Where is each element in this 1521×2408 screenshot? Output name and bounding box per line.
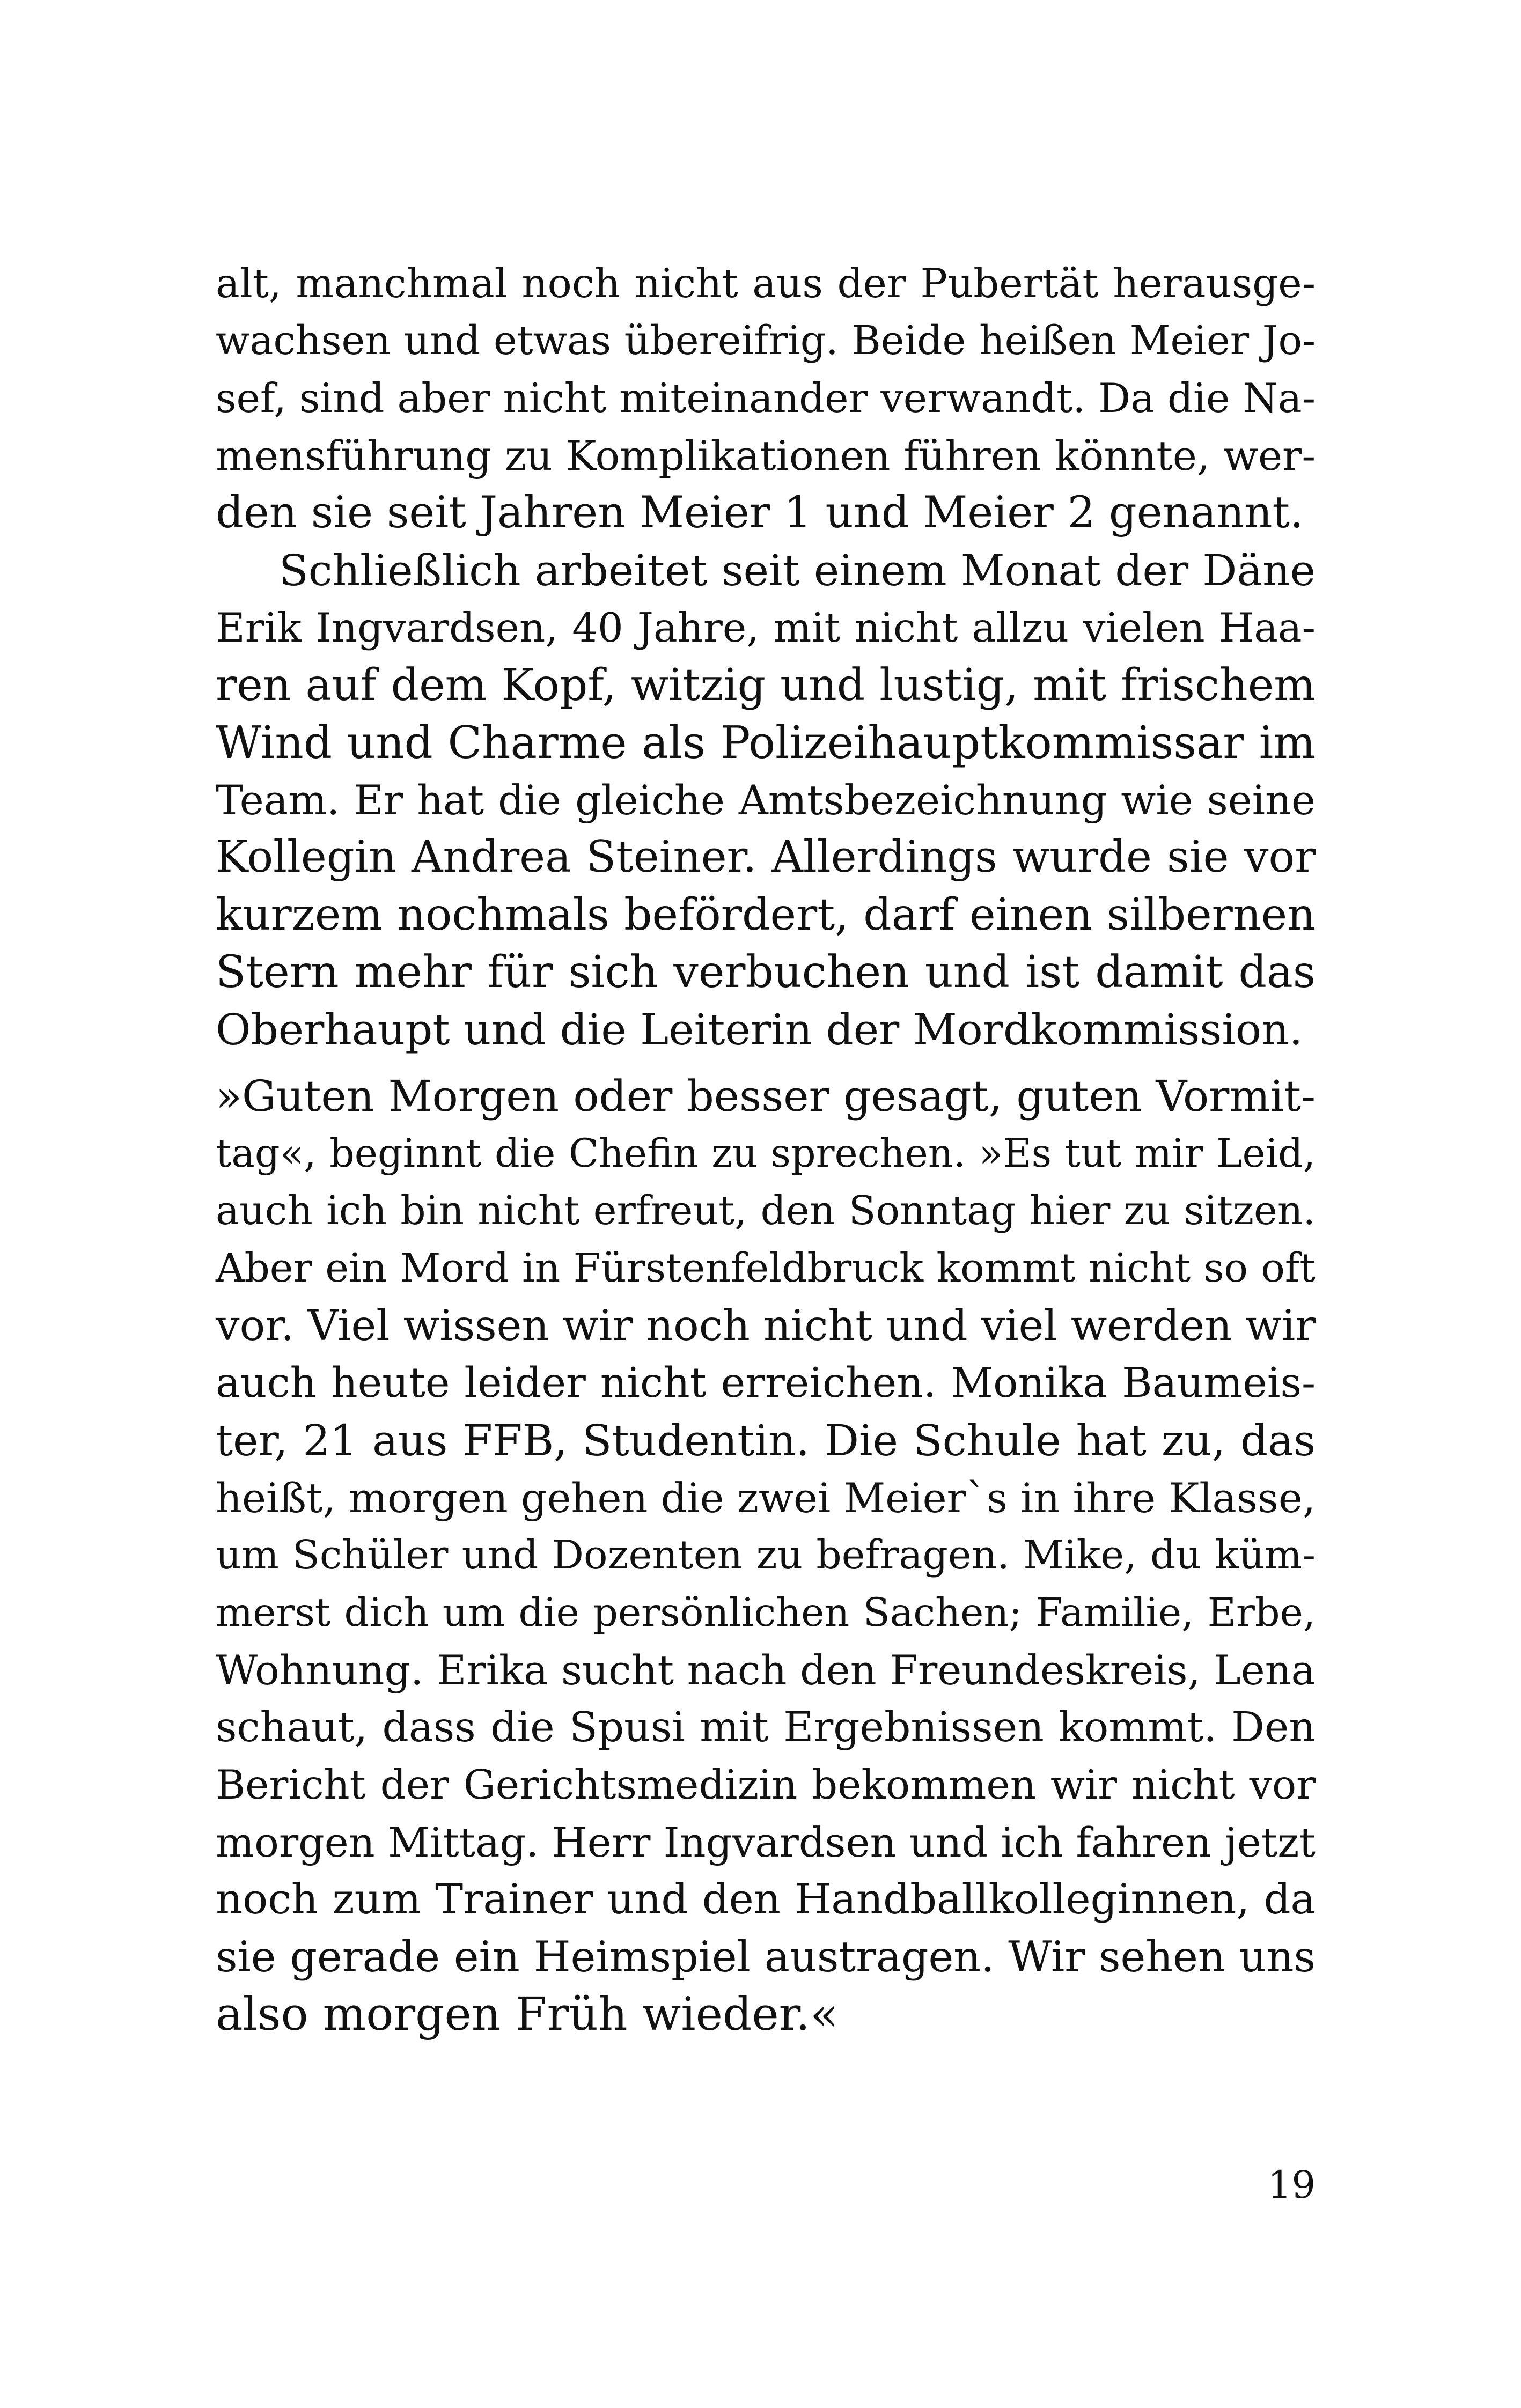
text-line: auch heute leider nicht erreichen. Monika Baumeis- (216, 1359, 1316, 1407)
text-line: also morgen Früh wieder.« (216, 1988, 838, 2041)
paragraph-2 (216, 542, 1316, 1058)
text-line: Wohnung. Erika sucht nach den Freundeskreis, Lena (216, 1646, 1316, 1694)
paragraph-1 (216, 255, 1316, 542)
text-line: alt, manchmal noch nicht aus der Pubertät herausge- (216, 260, 1316, 307)
text-line: um Schüler und Dozenten zu befragen. Mike, du küm- (216, 1532, 1316, 1578)
text-line: ter, 21 aus FFB, Studentin. Die Schule hat zu, das (216, 1416, 1316, 1466)
text-line: heißt, morgen gehen die zwei Meier`s in ihre Klasse, (216, 1474, 1316, 1522)
text-line: Oberhaupt und die Leiterin der Mordkommission. (216, 1005, 1303, 1055)
text-line: wachsen und etwas übereifrig. Beide heißen Meier Jo- (216, 318, 1316, 364)
text-line: kurzem nochmals befördert, darf einen silbernen (216, 889, 1316, 940)
text-line: sef, sind aber nicht miteinander verwandt. Da die Na- (216, 374, 1316, 422)
text-line: schaut, dass die Spusi mit Ergebnissen kommt. Den (216, 1704, 1316, 1751)
text-line: Bericht der Gerichtsmedizin bekommen wir nicht vor (216, 1761, 1316, 1808)
page-number: 19 (1267, 2163, 1316, 2207)
text-line: den sie seit Jahren Meier 1 und Meier 2 genannt. (216, 488, 1304, 538)
text-line: Schließlich arbeitet seit einem Monat der Däne (279, 546, 1316, 595)
text-line: morgen Mittag. Herr Ingvardsen und ich fahren jetzt (216, 1818, 1316, 1866)
text-line: auch ich bin nicht erfreut, den Sonntag hier zu sitzen. (216, 1188, 1316, 1234)
text-line: Kollegin Andrea Steiner. Allerdings wurde sie vor (216, 832, 1316, 882)
text-line: sie gerade ein Heimspiel austragen. Wir sehen uns (216, 1932, 1316, 1982)
text-line: ren auf dem Kopf, witzig und lustig, mit frischem (216, 660, 1316, 711)
text-line: Stern mehr für sich verbuchen und ist damit das (216, 947, 1316, 998)
text-line: noch zum Trainer und den Handballkolleginnen, da (216, 1875, 1316, 1924)
text-line: Wind und Charme als Polizeihauptkommissar im (216, 717, 1316, 769)
paragraph-3 (216, 1067, 1316, 2043)
text-line: mensführung zu Komplikationen führen könnte, wer- (216, 432, 1316, 480)
text-line: tag«, beginnt die Chefin zu sprechen. »Es tut mir Leid, (216, 1131, 1316, 1176)
text-line: Aber ein Mord in Fürstenfeldbruck kommt nicht so oft (216, 1245, 1316, 1291)
text-line: vor. Viel wissen wir noch nicht und viel werden wir (216, 1301, 1316, 1350)
text-line: merst dich um die persönlichen Sachen; Familie, Erbe, (216, 1590, 1316, 1636)
text-line: Erik Ingvardsen, 40 Jahre, mit nicht allzu vielen Haa- (216, 604, 1316, 651)
text-line: »Guten Morgen oder besser gesagt, guten Vormit- (216, 1071, 1316, 1121)
text-line: Team. Er hat die gleiche Amtsbezeichnung wie seine (216, 776, 1316, 824)
